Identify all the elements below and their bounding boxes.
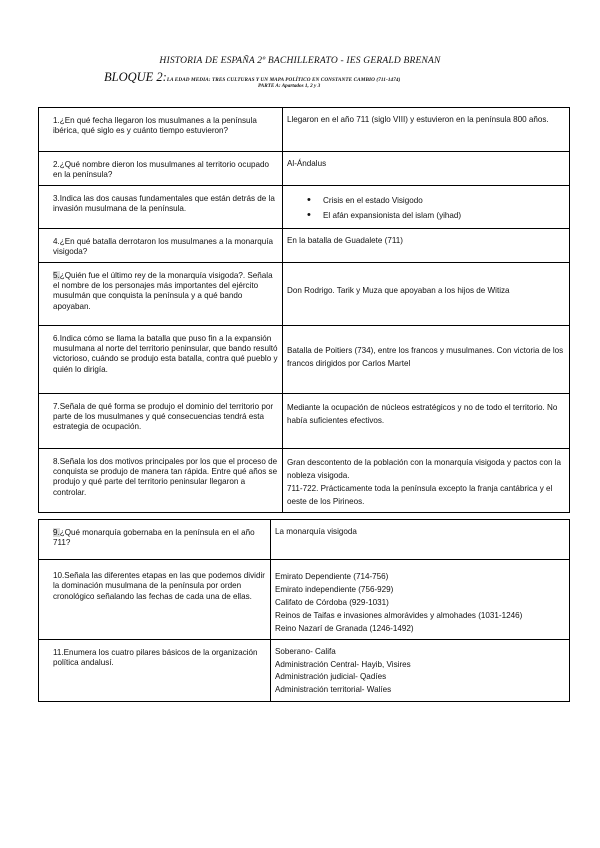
table-row (39, 520, 570, 560)
table-row (39, 325, 570, 393)
question-number: 11. (53, 648, 64, 657)
question-text: ¿Quién fue el último rey de la monarquía visigoda?. Señala el nombre de los personajes más importantes del ejército musulmán que conquista la península y a qué bando apoyaban. (53, 270, 273, 311)
table-row (39, 185, 570, 228)
question-cell (39, 152, 283, 186)
question-text: ¿En qué batalla derrotaron los musulmanes a la monarquía visigoda? (53, 236, 274, 257)
questions-table-2 (38, 519, 570, 702)
question-number: 10. (53, 571, 65, 580)
question-cell (39, 185, 283, 228)
answer-text: La monarquía visigoda (275, 527, 357, 536)
question-cell (39, 325, 283, 393)
bloque-subtitle: LA EDAD MEDIA: TRES CULTURAS Y UN MAPA POLÍTICO EN CONSTANTE CAMBIO (711-1474) (166, 77, 401, 83)
question-text: Señala de qué forma se produjo el dominio del territorio por parte de los musulmanes y qué consecuencias tendrá esta estrategia de ocupación. (53, 401, 274, 432)
answer-text: Administración judicial- Qadíes (275, 672, 387, 681)
question-text: Indica las dos causas fundamentales que están detrás de la invasión musulmana de la península. (53, 193, 275, 214)
table-row (39, 228, 570, 262)
question-text: Señala las diferentes etapas en las que podemos dividir la dominación musulmana de la península por orden cronológico señalando las fechas de cada una de ellas. (53, 571, 265, 601)
answer-text: Al-Ándalus (287, 159, 327, 168)
question-cell (39, 520, 271, 560)
bloque-label: BLOQUE 2: (104, 70, 167, 84)
answer-text: Batalla de Poitiers (734), entre los francos y musulmanes. Con victoria de los francos dirigidos por Carlos Martel (287, 346, 564, 369)
question-cell (39, 108, 283, 152)
answer-cell (271, 640, 570, 702)
list-item: • Crisis en el estado Visigodo (323, 193, 565, 208)
header-parte: PARTE A: Apartados 1, 2 y 3 (258, 83, 321, 89)
answer-cell (283, 108, 570, 152)
question-text: ¿En qué fecha llegaron los musulmanes a la península ibérica, qué siglo es y cuánto tiempo estuvieron? (53, 116, 257, 136)
answer-text: Administración Central- Hayib, Visires (275, 659, 411, 669)
answer-cell (283, 448, 570, 512)
question-text: Señala los dos motivos principales por los que el proceso de conquista se produjo de manera tan rápida. Entre qué años se produjo y qué parte del territorio peninsular llegaron a controlar. (53, 456, 278, 497)
table-row (39, 560, 570, 640)
questions-table-1 (38, 107, 570, 513)
header-bloque (104, 68, 400, 86)
question-text: ¿Qué monarquía gobernaba en la península en el año 711? (53, 528, 255, 548)
question-number: 2. (53, 160, 60, 169)
answer-text: Mediante la ocupación de núcleos estratégicos y no de todo el territorio. No había suficientes efectivos. (287, 402, 558, 425)
answer-text: Llegaron en el año 711 (siglo VIII) y estuvieron en la península 800 años. (287, 115, 549, 124)
question-number: 1. (53, 116, 60, 125)
answer-text: En la batalla de Guadalete (711) (287, 235, 403, 245)
list-item: • El afán expansionista del islam (yihad) (323, 208, 565, 223)
answer-text: Emirato independiente (756-929) (275, 585, 394, 594)
answer-cell (283, 152, 570, 186)
header-title: HISTORIA DE ESPAÑA 2º BACHILLERATO - IES GERALD BRENAN (159, 56, 441, 66)
question-text: ¿Qué nombre dieron los musulmanes al territorio ocupado en la península? (53, 160, 269, 180)
table-row (39, 640, 570, 702)
question-number: 3. (53, 193, 60, 203)
answer-cell (283, 185, 570, 228)
question-cell (39, 262, 283, 325)
answer-text: Administración territorial- Walíes (275, 684, 392, 694)
answer-cell (283, 228, 570, 262)
question-number: 9. (53, 528, 60, 537)
question-cell (39, 560, 271, 640)
answer-text: Reino Nazarí de Granada (1246-1492) (275, 624, 414, 633)
answer-cell (283, 325, 570, 393)
answer-cell (283, 262, 570, 325)
answer-text: Soberano- Califa (275, 647, 336, 656)
answer-cell (271, 520, 570, 560)
question-number: 4. (53, 236, 60, 246)
causes-list (287, 193, 565, 223)
question-cell (39, 228, 283, 262)
question-number: 7. (53, 401, 60, 411)
question-number: 8. (53, 456, 60, 466)
table-row (39, 393, 570, 448)
answer-text: Don Rodrigo. Tarik y Muza que apoyaban a los hijos de Witiza (287, 286, 510, 296)
answer-text: Califato de Córdoba (929-1031) (275, 598, 389, 607)
answer-text: Emirato Dependiente (714-756) (275, 572, 389, 581)
table-row (39, 152, 570, 186)
question-number: 5. (53, 270, 60, 280)
answer-cell (271, 560, 570, 640)
question-cell (39, 448, 283, 512)
question-text: Indica cómo se llama la batalla que puso fin a la expansión musulmana al norte del territorio peninsular, que bando resultó victorioso, cuándo se produjo esta batalla, contra qué pueblo y quién lo dirigía. (53, 333, 278, 374)
answer-text: Gran descontento de la población con la monarquía visigoda y pactos con la nobleza visigoda. (287, 457, 562, 480)
answer-cell (283, 393, 570, 448)
table-row (39, 108, 570, 152)
question-number: 6. (53, 333, 60, 343)
question-text: Enumera los cuatro pilares básicos de la organización política andalusí. (53, 648, 258, 668)
answer-text: Reinos de Taifas e invasiones almorávides y almohades (1031-1246) (275, 611, 523, 620)
table-row (39, 262, 570, 325)
table-row (39, 448, 570, 512)
question-cell (39, 393, 283, 448)
question-cell (39, 640, 271, 702)
answer-text: 711-722. Prácticamente toda la península excepto la franja cantábrica y el oeste de los Pirineos. (287, 483, 553, 506)
